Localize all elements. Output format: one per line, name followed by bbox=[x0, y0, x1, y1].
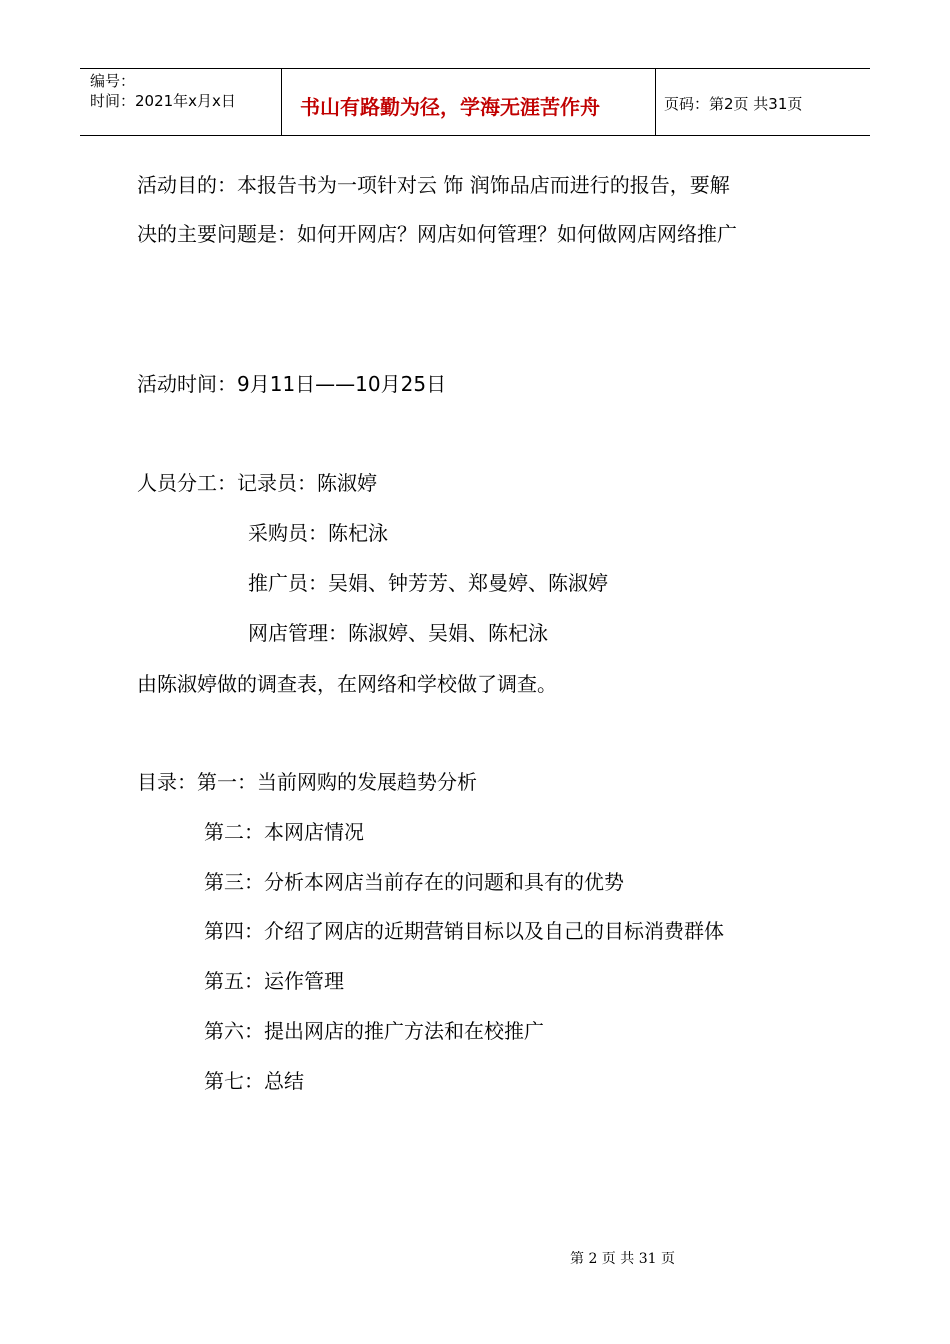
header-page-number: 页码：第2页 共31页 bbox=[664, 95, 803, 113]
header-code: 编号： bbox=[90, 72, 136, 90]
header-divider-right bbox=[655, 68, 656, 135]
toc-item-2: 第二：本网店情况 bbox=[204, 820, 364, 844]
staff-manager: 网店管理：陈淑婷、吴娟、陈杞泳 bbox=[248, 621, 548, 645]
survey-note: 由陈淑婷做的调查表，在网络和学校做了调查。 bbox=[137, 672, 557, 696]
toc-item-7: 第七：总结 bbox=[204, 1069, 304, 1093]
staff-buyer: 采购员：陈杞泳 bbox=[248, 521, 388, 545]
toc-item-4: 第四：介绍了网店的近期营销目标以及自己的目标消费群体 bbox=[204, 919, 724, 943]
activity-time: 活动时间：9月11日——10月25日 bbox=[137, 372, 447, 396]
toc-item-3: 第三：分析本网店当前存在的问题和具有的优势 bbox=[204, 870, 624, 894]
staff-promoter: 推广员：吴娟、钟芳芳、郑曼婷、陈淑婷 bbox=[248, 571, 608, 595]
purpose-line-1: 活动目的：本报告书为一项针对云 饰 润饰品店而进行的报告，要解 bbox=[137, 173, 730, 197]
header-time: 时间：2021年x月x日 bbox=[90, 92, 236, 110]
footer-page-number: 第 2 页 共 31 页 bbox=[570, 1251, 675, 1267]
header-divider-left bbox=[281, 68, 282, 135]
header-motto: 书山有路勤为径，学海无涯苦作舟 bbox=[300, 95, 600, 119]
purpose-line-2: 决的主要问题是：如何开网店？网店如何管理？如何做网店网络推广 bbox=[137, 222, 737, 246]
toc-item-5: 第五：运作管理 bbox=[204, 969, 344, 993]
staff-recorder: 人员分工：记录员：陈淑婷 bbox=[137, 471, 377, 495]
toc-item-1: 目录：第一：当前网购的发展趋势分析 bbox=[137, 770, 477, 794]
header-top-rule bbox=[80, 68, 870, 69]
header-bottom-rule bbox=[80, 135, 870, 136]
toc-item-6: 第六：提出网店的推广方法和在校推广 bbox=[204, 1019, 544, 1043]
